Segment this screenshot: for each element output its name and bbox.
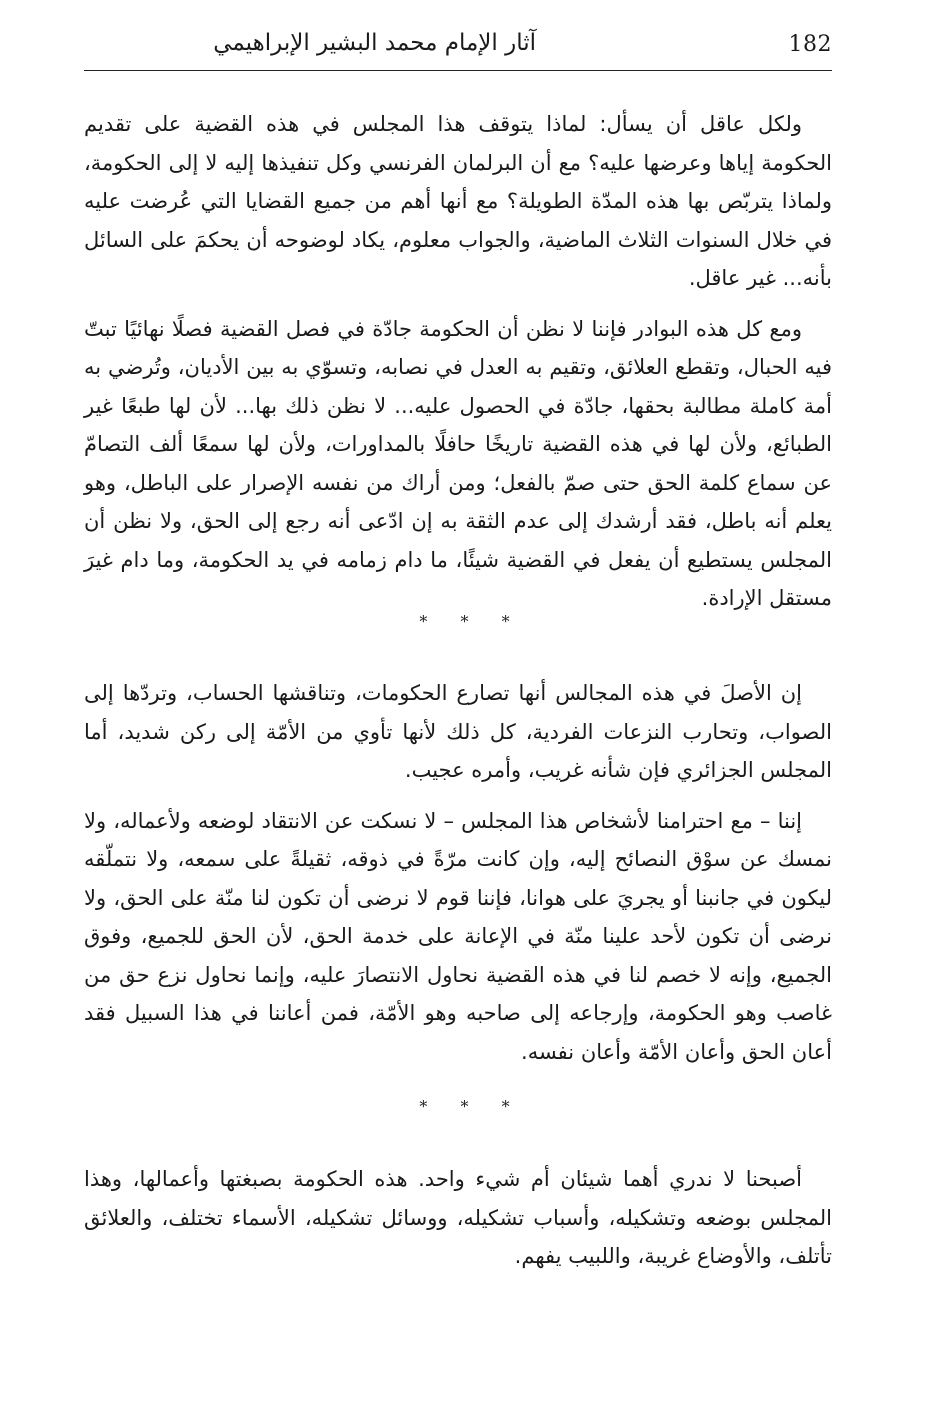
section-divider: * * *	[419, 1097, 524, 1116]
page-header	[84, 26, 832, 71]
paragraph: ومع كل هذه البوادر فإننا لا نظن أن الحكومة جادّة في فصل القضية فصلًا نهائيًا تبتّ فيه الحبال، وتقطع العلائق، وتقيم به العدل في نصابه، وتسوّي به بين الأديان، وتُرضي به أمة كاملة مطالبة بحقها، جادّة في الحصول عليه... لا نظن ذلك بها... لأن لها طبعًا غير الطبائع، ولأن لها في هذه القضية تاريخًا حافلًا بالمداورات، ولأن لها سمعًا ألف التصامّ عن سماع كلمة الحق حتى صمّ بالفعل؛ ومن أراك من نفسه الإصرار على الباطل، وهو يعلم أنه باطل، فقد أرشدك إلى عدم الثقة به إن ادّعى أنه رجع إلى الحق، ولا نظن أن المجلس يستطيع أن يفعل في القضية شيئًا، ما دام زمامه في يد الحكومة، وما دام غيرَ مستقل الإرادة.	[84, 316, 832, 610]
running-title: آثار الإمام محمد البشير الإبراهيمي	[213, 30, 536, 56]
page-number: 182	[788, 32, 832, 57]
paragraph: إن الأصلَ في هذه المجالس أنها تصارع الحكومات، وتناقشها الحساب، وتردّها إلى الصواب، وتحارب النزعات الفردية، كل ذلك لأنها تأوي من الأمّة إلى ركن شديد، أما المجلس الجزائري فإن شأنه غريب، وأمره عجيب.	[84, 681, 832, 782]
paragraph: إننا – مع احترامنا لأشخاص هذا المجلس – لا نسكت عن الانتقاد لوضعه ولأعماله، ولا نمسك عن سوْق النصائح إليه، وإن كانت مرّةً في ذوقه، ثقيلةً على سمعه، ولا نتملّقه ليكون في جانبنا أو يجريَ على هوانا، فإننا قوم لا نرضى أن تكون لنا منّة على الحق، ولا نرضى أن تكون لأحد علينا منّة في الإعانة على خدمة الحق، لأن الحق للجميع، وفوق الجميع، وإنه لا خصم لنا في هذه القضية نحاول الانتصارَ عليه، وإنما نحاول نزع حق من غاصب وهو الحكومة، وإرجاعه إلى صاحبه وهو الأمّة، فمن أعاننا في هذا السبيل فقد أعان الحق وأعان الأمّة وأعان نفسه.	[84, 808, 832, 1064]
paragraph: ولكل عاقل أن يسأل: لماذا يتوقف هذا المجلس في هذه القضية على تقديم الحكومة إياها وعرضها عليه؟ مع أن البرلمان الفرنسي وكل تنفيذها إليه لا إلى الحكومة، ولماذا يتربّص بها هذه المدّة الطويلة؟ مع أنها أهم من جميع القضايا التي عُرضت عليه في خلال السنوات الثلاث الماضية، والجواب معلوم، يكاد لوضوحه أن يحكمَ على السائل بأنه... غير عاقل.	[84, 112, 832, 290]
section-2	[84, 674, 832, 1071]
section-3	[84, 1160, 832, 1276]
section-divider: * * *	[419, 612, 524, 631]
section-1	[84, 105, 832, 618]
paragraph: أصبحنا لا ندري أهما شيئان أم شيء واحد. هذه الحكومة بصبغتها وأعمالها، وهذا المجلس بوضعه وتشكيله، وأسباب تشكيله، ووسائل تشكيله، الأسماء تختلف، والعلائق تأتلف، والأوضاع غريبة، واللبيب يفهم.	[84, 1167, 832, 1268]
